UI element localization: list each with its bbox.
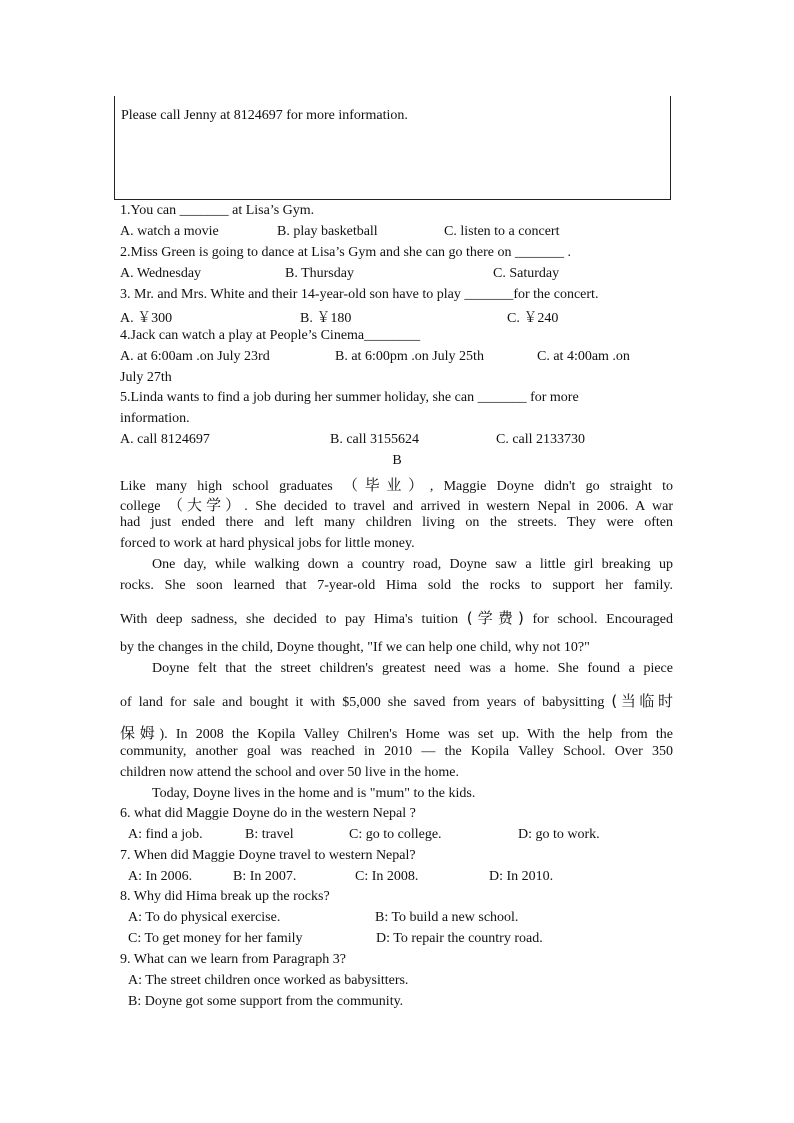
q1-option-a: A. watch a movie (120, 224, 219, 239)
q3-option-b: B. ￥180 (300, 311, 352, 326)
q4-option-c: C. at 4:00am .on (537, 349, 630, 364)
passage-line: by the changes in the child, Doyne thought, "If we can help one child, why not 10?" (120, 640, 590, 655)
q6-option-c: C: go to college. (349, 827, 442, 842)
section-b-heading: B (392, 453, 402, 468)
q6-option-d: D: go to work. (518, 827, 600, 842)
passage-line: Doyne felt that the street children's greatest need was a home. She found a piece (152, 661, 673, 676)
q9-option-a: A: The street children once worked as babysitters. (128, 973, 409, 988)
question-7: 7. When did Maggie Doyne travel to western Nepal? (120, 848, 416, 863)
question-2: 2.Miss Green is going to dance at Lisa’s Gym and she can go there on _______ . (120, 245, 572, 260)
question-3: 3. Mr. and Mrs. White and their 14-year-old son have to play _______for the concert. (120, 287, 599, 302)
q6-option-b: B: travel (245, 827, 294, 842)
q2-option-c: C. Saturday (493, 266, 560, 281)
passage-line: of land for sale and bought it with $5,000 she saved from years of babysitting (当临时 (120, 692, 673, 710)
passage-line: rocks. She soon learned that 7-year-old Hima sold the rocks to support her family. (120, 578, 673, 593)
q4-option-b: B. at 6:00pm .on July 25th (335, 349, 484, 364)
passage-line: With deep sadness, she decided to pay Hima's tuition (学费) for school. Encouraged (120, 609, 674, 627)
passage-line: Like many high school graduates （毕业）, Maggie Doyne didn't go straight to (120, 476, 673, 494)
passage-line: One day, while walking down a country road, Doyne saw a little girl breaking up (152, 557, 673, 572)
notice-text: Please call Jenny at 8124697 for more information. (121, 108, 408, 123)
q8-option-c: C: To get money for her family (128, 931, 303, 946)
q3-option-a: A. ￥300 (120, 311, 173, 326)
q7-option-c: C: In 2008. (355, 869, 419, 884)
q7-option-a: A: In 2006. (128, 869, 193, 884)
question-5: 5.Linda wants to find a job during her summer holiday, she can _______ for more (120, 390, 579, 405)
question-1: 1.You can _______ at Lisa’s Gym. (120, 203, 315, 218)
q7-option-b: B: In 2007. (233, 869, 297, 884)
passage-line: 保姆). In 2008 the Kopila Valley Chilren's Home was set up. With the help from the (120, 724, 673, 742)
passage-line: forced to work at hard physical jobs for little money. (120, 536, 415, 551)
q8-option-b: B: To build a new school. (375, 910, 519, 925)
q2-option-b: B. Thursday (285, 266, 354, 281)
q9-option-b: B: Doyne got some support from the community. (128, 994, 404, 1009)
question-6: 6. what did Maggie Doyne do in the western Nepal ? (120, 806, 416, 821)
q4-continuation: July 27th (120, 370, 172, 385)
q8-option-d: D: To repair the country road. (376, 931, 543, 946)
question-9: 9. What can we learn from Paragraph 3? (120, 952, 346, 967)
q3-option-c: C. ￥240 (507, 311, 559, 326)
passage-line: community, another goal was reached in 2010 — the Kopila Valley School. Over 350 (120, 744, 673, 759)
passage-line: Today, Doyne lives in the home and is "mum" to the kids. (152, 786, 476, 801)
q2-option-a: A. Wednesday (120, 266, 202, 281)
q6-option-a: A: find a job. (128, 827, 203, 842)
passage-line: had just ended there and left many children living on the streets. They were often (120, 515, 673, 530)
passage-line: college （大学）. She decided to travel and arrived in western Nepal in 2006. A war (120, 496, 673, 514)
q5-option-a: A. call 8124697 (120, 432, 210, 447)
q5-option-b: B. call 3155624 (330, 432, 420, 447)
q8-option-a: A: To do physical exercise. (128, 910, 281, 925)
q4-option-a: A. at 6:00am .on July 23rd (120, 349, 270, 364)
notice-box (114, 96, 671, 200)
q1-option-b: B. play basketball (277, 224, 378, 239)
q5-continuation: information. (120, 411, 190, 426)
question-8: 8. Why did Hima break up the rocks? (120, 889, 330, 904)
question-4: 4.Jack can watch a play at People’s Cinema________ (120, 328, 421, 343)
passage-line: children now attend the school and over 50 live in the home. (120, 765, 460, 780)
q1-option-c: C. listen to a concert (444, 224, 560, 239)
q7-option-d: D: In 2010. (489, 869, 554, 884)
q5-option-c: C. call 2133730 (496, 432, 586, 447)
